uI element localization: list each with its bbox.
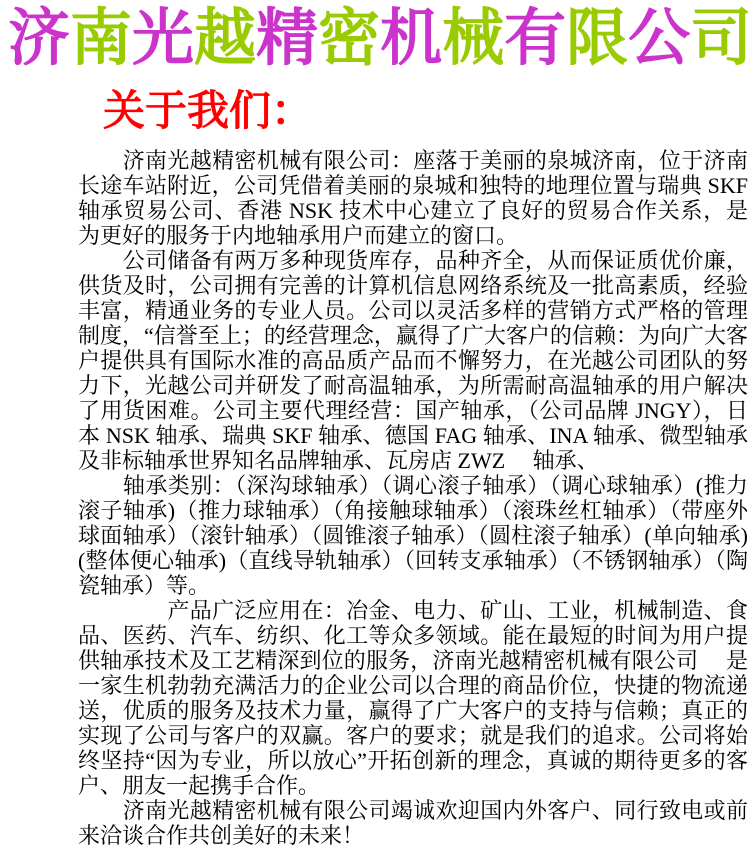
title-char: 越 [194,5,257,73]
about-paragraph: 公司储备有两万多种现货库存，品种齐全，从而保证质优价廉，供货及时，公司拥有完善的计算机信息网络系统及一批高素质，经验丰富，精通业务的专业人员。公司以灵活多样的营销方式严格的管理制度，“信誉至上；的经营理念，赢得了广大客户的信赖：为向广大客户提供具有国际水准的高品质产品而不懈努力，在光越公司团队的努力下，光越公司并研发了耐高温轴承，为所需耐高温轴承的用户解决了用货困难。公司主要代理经营：国产轴承，（公司品牌 JNGY），日本 NSK 轴承、瑞典 SKF 轴承、德国 FAG 轴承、INA 轴承、微型轴承及非标轴承世界知名品牌轴承、瓦房店 ZWZ 轴承、 [78,248,748,473]
title-char: 密 [318,5,381,73]
title-char: 公 [628,5,691,73]
about-paragraph: 产品广泛应用在：冶金、电力、矿山、工业，机械制造、食品、医药、汽车、纺织、化工等众多领域。能在最短的时间为用户提供轴承技术及工艺精深到位的服务，济南光越精密机械有限公司 是一家生机勃勃充满活力的企业公司以合理的商品价位，快捷的物流递送，优质的服务及技术力量，赢得了广大客户的支持与信赖；真正的实现了公司与客户的双赢。客户的要求；就是我们的追求。公司将始终坚持“因为专业，所以放心”开拓创新的理念，真诚的期待更多的客户、朋友一起携手合作。 [78,598,748,798]
title-char: 精 [256,5,319,73]
title-char: 械 [442,5,505,73]
about-content [78,148,748,848]
about-us-heading: 关于我们： [103,89,314,135]
title-char: 南 [70,5,133,73]
about-paragraph: 济南光越精密机械有限公司竭诚欢迎国内外客户、同行致电或前来洽谈合作共创美好的未来！ [78,798,748,848]
title-char: 有 [504,5,567,73]
company-title [8,2,756,76]
title-char: 司 [690,5,753,73]
title-char: 光 [132,5,195,73]
page [0,2,756,848]
title-char: 机 [380,5,443,73]
title-char: 限 [566,5,629,73]
about-paragraph: 轴承类别：（深沟球轴承）（调心滚子轴承）（调心球轴承）(推力滚子轴承)（推力球轴承）（角接触球轴承）（滚珠丝杠轴承）（带座外球面轴承）（滚针轴承）（圆锥滚子轴承）（圆柱滚子轴承）(单向轴承)(整体便心轴承)（直线导轨轴承）（回转支承轴承）（不锈钢轴承）（陶瓷轴承）等。 [78,473,748,598]
about-paragraph: 济南光越精密机械有限公司：座落于美丽的泉城济南，位于济南长途车站附近，公司凭借着美丽的泉城和独特的地理位置与瑞典 SKF 轴承贸易公司、香港 NSK 技术中心建立了良好的贸易合作关系，是为更好的服务于内地轴承用户而建立的窗口。 [78,148,748,248]
title-char: 济 [8,5,71,73]
